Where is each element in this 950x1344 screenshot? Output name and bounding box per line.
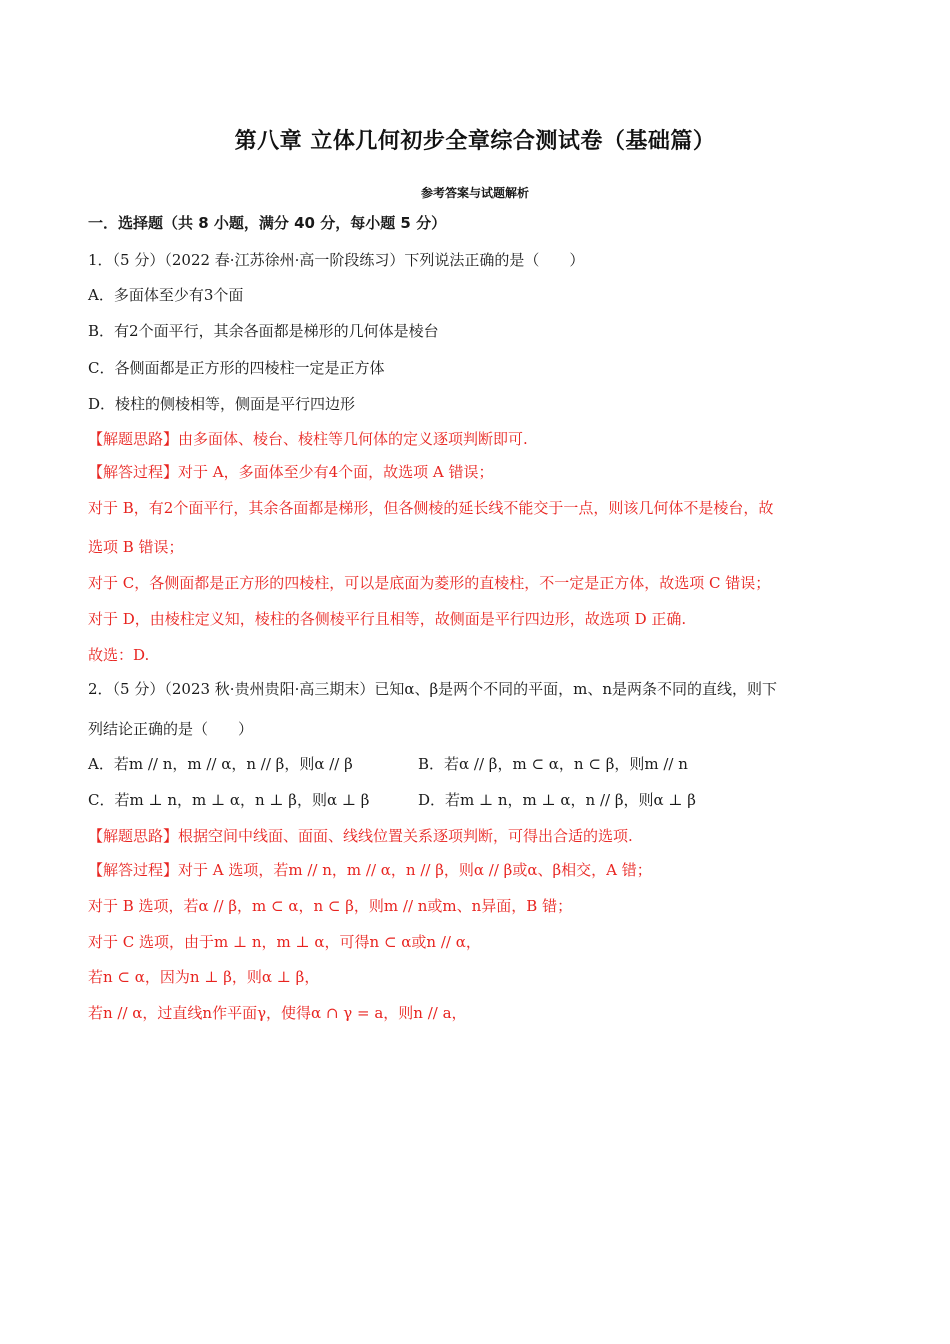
q2-solution-process-line: 对于 C 选项，由于m ⊥ n，m ⊥ α，可得n ⊂ α或n // α，: [88, 933, 481, 951]
q1-option-c: C．各侧面都是正方形的四棱柱一定是正方体: [88, 359, 385, 377]
q2-solution-thinking: 【解题思路】根据空间中线面、面面、线线位置关系逐项判断，可得出合适的选项.: [88, 827, 633, 845]
q1-answer: 故选：D.: [88, 646, 150, 664]
page-title: 第八章 立体几何初步全章综合测试卷（基础篇）: [234, 129, 716, 154]
q1-option-a: A．多面体至少有3个面: [88, 286, 244, 304]
q2-option-c: C．若m ⊥ n，m ⊥ α，n ⊥ β，则α ⊥ β: [88, 791, 370, 809]
section-heading: 一．选择题（共 8 小题，满分 40 分，每小题 5 分）: [88, 214, 447, 232]
q2-option-b: B．若α // β，m ⊂ α，n ⊂ β，则m // n: [418, 755, 688, 773]
q2-solution-process-line: 若n // α，过直线n作平面γ，使得α ∩ γ = a，则n // a，: [88, 1004, 467, 1022]
q2-solution-process-line: 【解答过程】对于 A 选项，若m // n，m // α，n // β，则α // β或α、β相交，A 错；: [88, 861, 652, 879]
q1-option-b: B．有2个面平行，其余各面都是梯形的几何体是棱台: [88, 322, 439, 340]
question-2-stem: 2．（5 分）（2023 秋·贵州贵阳·高三期末）已知α、β是两个不同的平面，m、n是两条不同的直线，则下: [88, 680, 778, 698]
q1-solution-process-line: 对于 D，由棱柱定义知，棱柱的各侧棱平行且相等，故侧面是平行四边形，故选项 D 正确.: [88, 610, 687, 628]
q1-solution-process-line: 【解答过程】对于 A，多面体至少有4个面，故选项 A 错误；: [88, 463, 494, 481]
question-2-stem-cont: 列结论正确的是（ ）: [88, 720, 254, 738]
q1-solution-process-line: 选项 B 错误；: [88, 538, 184, 556]
q2-option-a: A．若m // n，m // α，n // β，则α // β: [88, 755, 353, 773]
q1-solution-thinking: 【解题思路】由多面体、棱台、棱柱等几何体的定义逐项判断即可.: [88, 430, 528, 448]
q2-option-d: D．若m ⊥ n，m ⊥ α，n // β，则α ⊥ β: [418, 791, 696, 809]
q1-solution-process-line: 对于 B，有2个面平行，其余各面都是梯形，但各侧棱的延长线不能交于一点，则该几何体不是棱台，故: [88, 499, 774, 517]
page-subtitle: 参考答案与试题解析: [420, 186, 529, 200]
q1-solution-process-line: 对于 C，各侧面都是正方形的四棱柱，可以是底面为菱形的直棱柱，不一定是正方体，故选项 C 错误；: [88, 574, 771, 592]
q2-solution-process-line: 对于 B 选项，若α // β，m ⊂ α，n ⊂ β，则m // n或m、n异面，B 错；: [88, 897, 573, 915]
question-1-stem: 1．（5 分）（2022 春·江苏徐州·高一阶段练习）下列说法正确的是（ ）: [88, 251, 585, 269]
q1-option-d: D．棱柱的侧棱相等，侧面是平行四边形: [88, 395, 356, 413]
q2-solution-process-line: 若n ⊂ α，因为n ⊥ β，则α ⊥ β，: [88, 968, 320, 986]
